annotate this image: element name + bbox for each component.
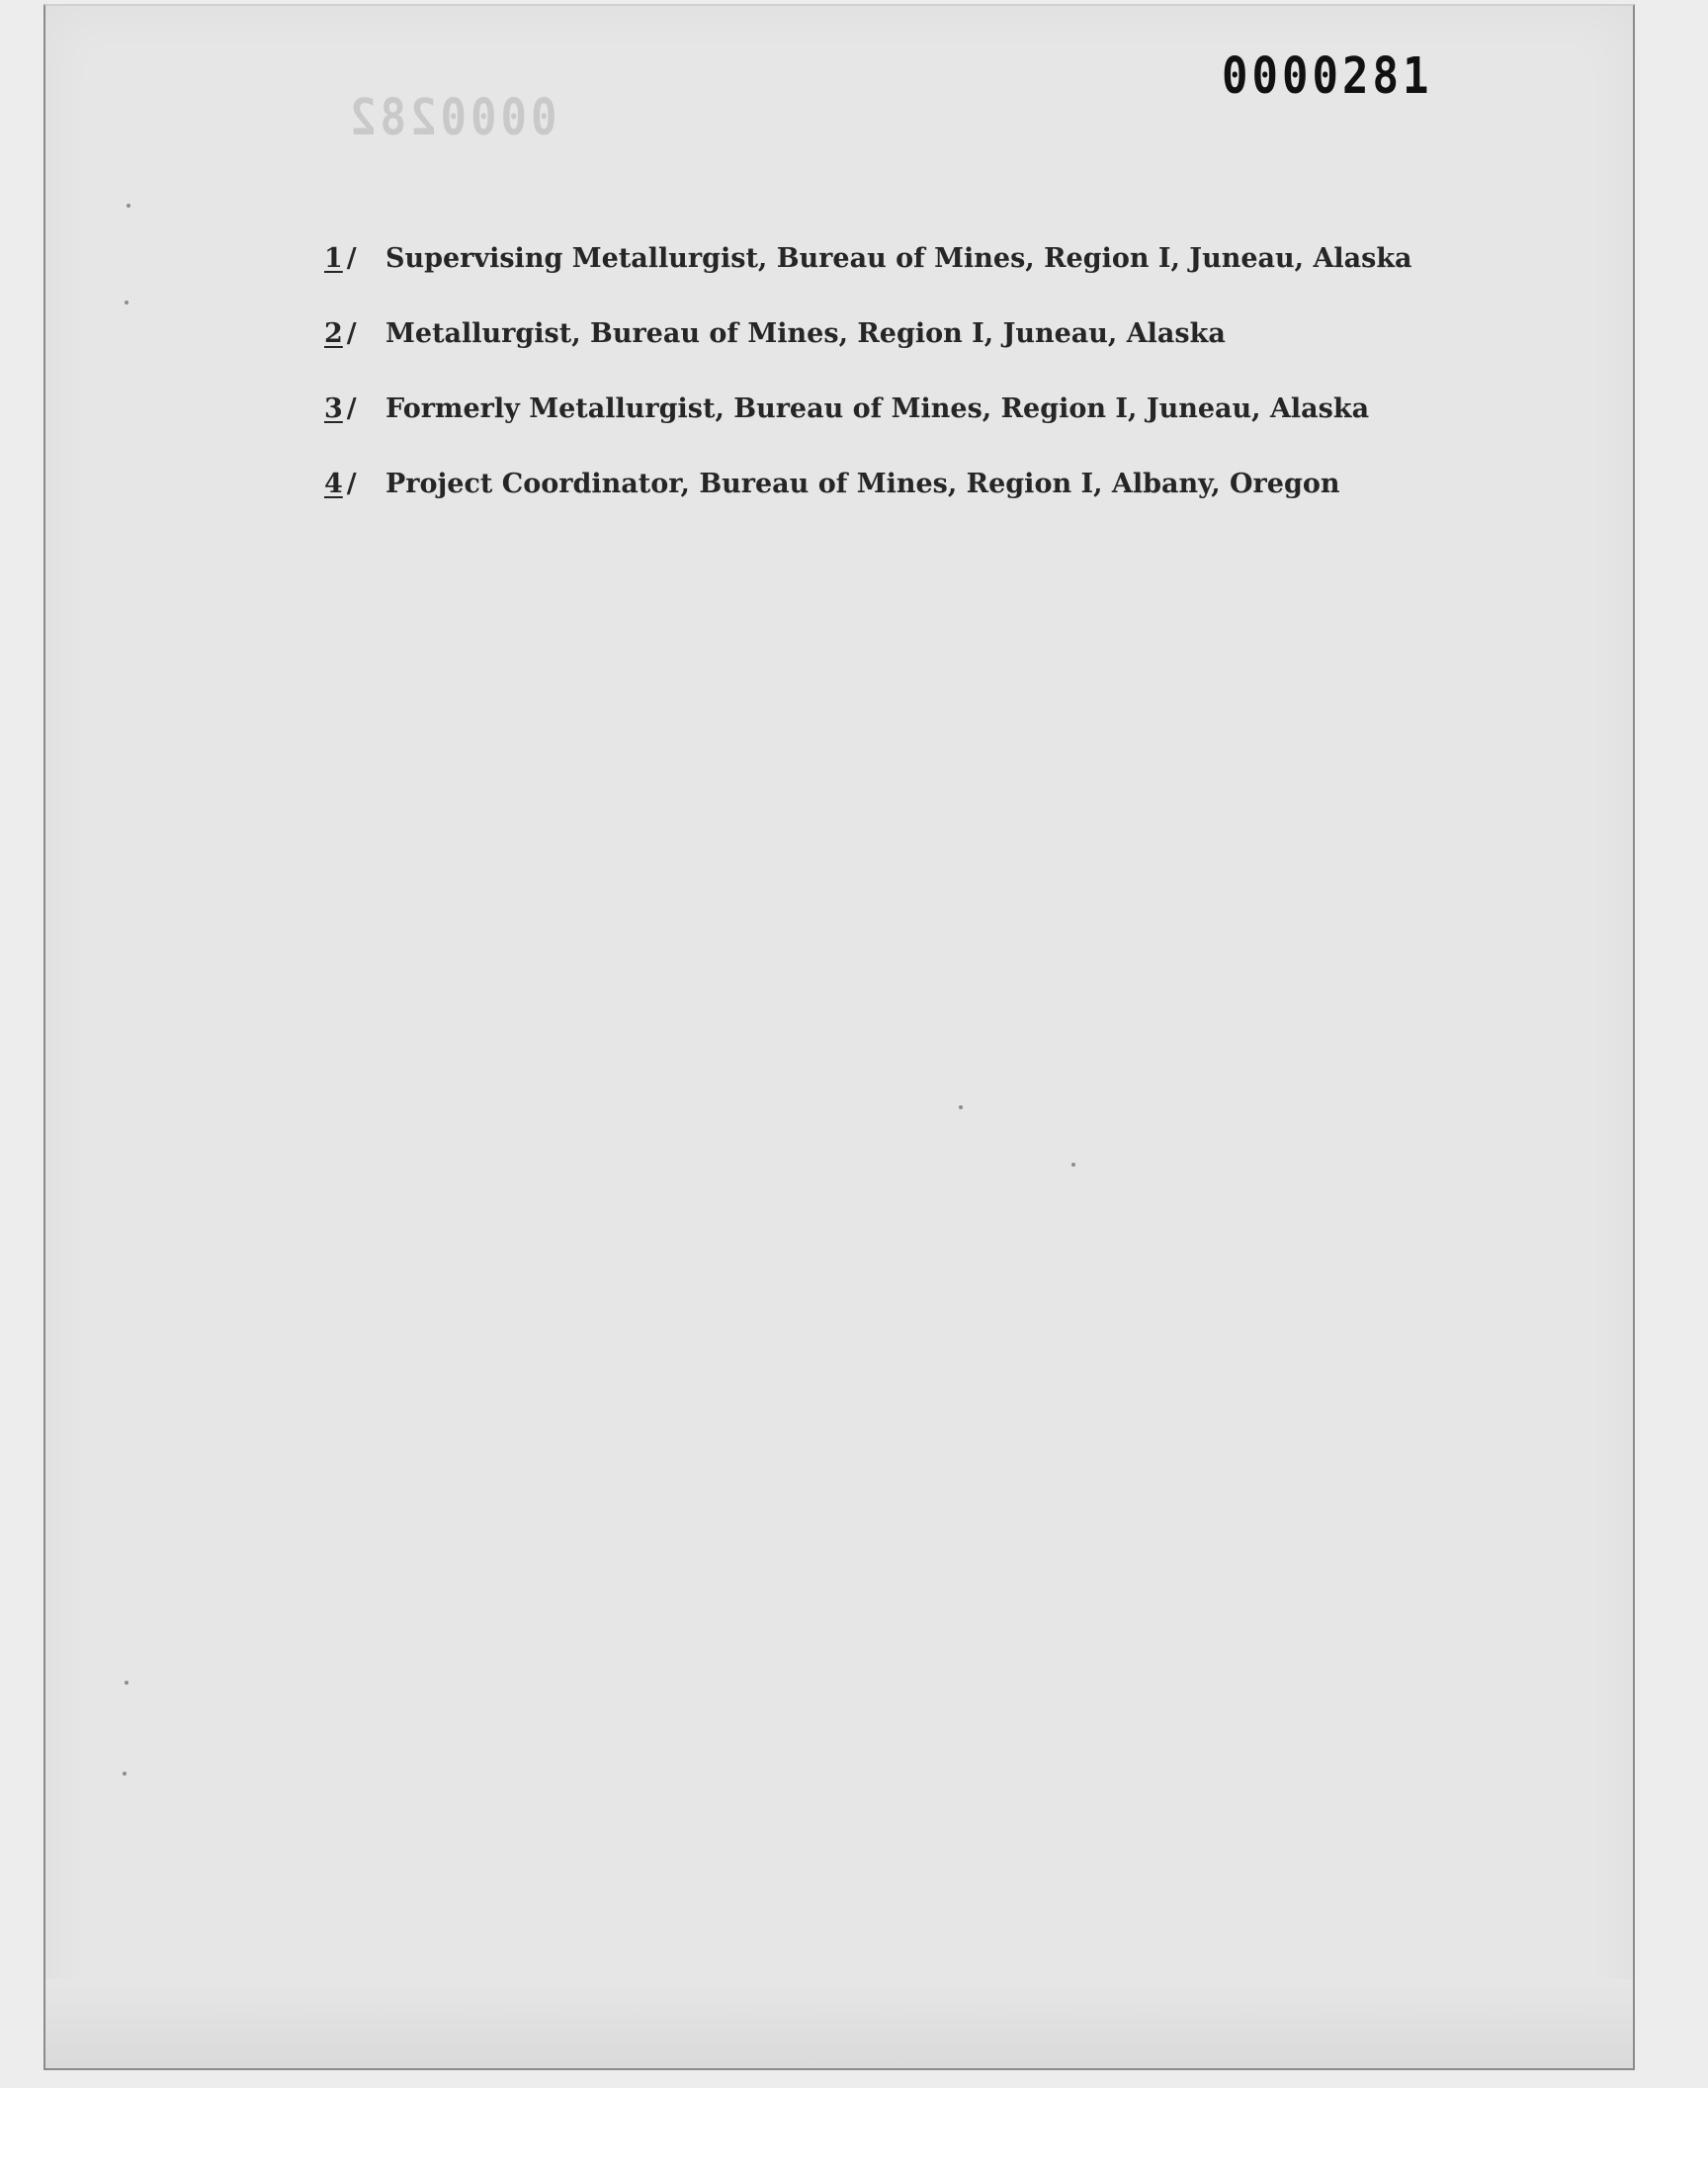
footnote-3 <box>324 393 1412 469</box>
footnote-marker-number: 4 <box>324 469 343 499</box>
document-page <box>43 4 1635 2070</box>
scan-speck <box>123 1772 127 1776</box>
footnote-text: Metallurgist, Bureau of Mines, Region I, Juneau, Alaska <box>385 318 1226 349</box>
footnote-list <box>324 243 1412 544</box>
page-number-stamp: 0000281 <box>1222 47 1433 106</box>
footnote-text: Supervising Metallurgist, Bureau of Mines, Region I, Juneau, Alaska <box>385 243 1412 274</box>
footnote-marker: 3 / <box>324 393 357 424</box>
footnote-marker-number: 2 <box>324 318 343 349</box>
bleed-through-page-number: 0000282 <box>346 89 557 147</box>
footnote-marker-number: 1 <box>324 243 343 274</box>
scan-speck <box>125 301 128 304</box>
footnote-2 <box>324 318 1412 393</box>
footnote-marker: 4 / <box>324 469 357 499</box>
footnote-4 <box>324 469 1412 544</box>
footnote-1 <box>324 243 1412 318</box>
footnote-text: Formerly Metallurgist, Bureau of Mines, Region I, Juneau, Alaska <box>385 393 1370 424</box>
scan-speck <box>1071 1163 1075 1167</box>
footnote-marker-number: 3 <box>324 393 343 424</box>
footnote-marker: 1 / <box>324 243 357 274</box>
page-bottom-shading <box>45 1979 1633 2068</box>
scan-speck <box>127 204 130 208</box>
scan-speck <box>125 1681 128 1685</box>
footnote-marker: 2 / <box>324 318 357 349</box>
footnote-text: Project Coordinator, Bureau of Mines, Region I, Albany, Oregon <box>385 469 1340 499</box>
scan-speck <box>959 1105 963 1109</box>
